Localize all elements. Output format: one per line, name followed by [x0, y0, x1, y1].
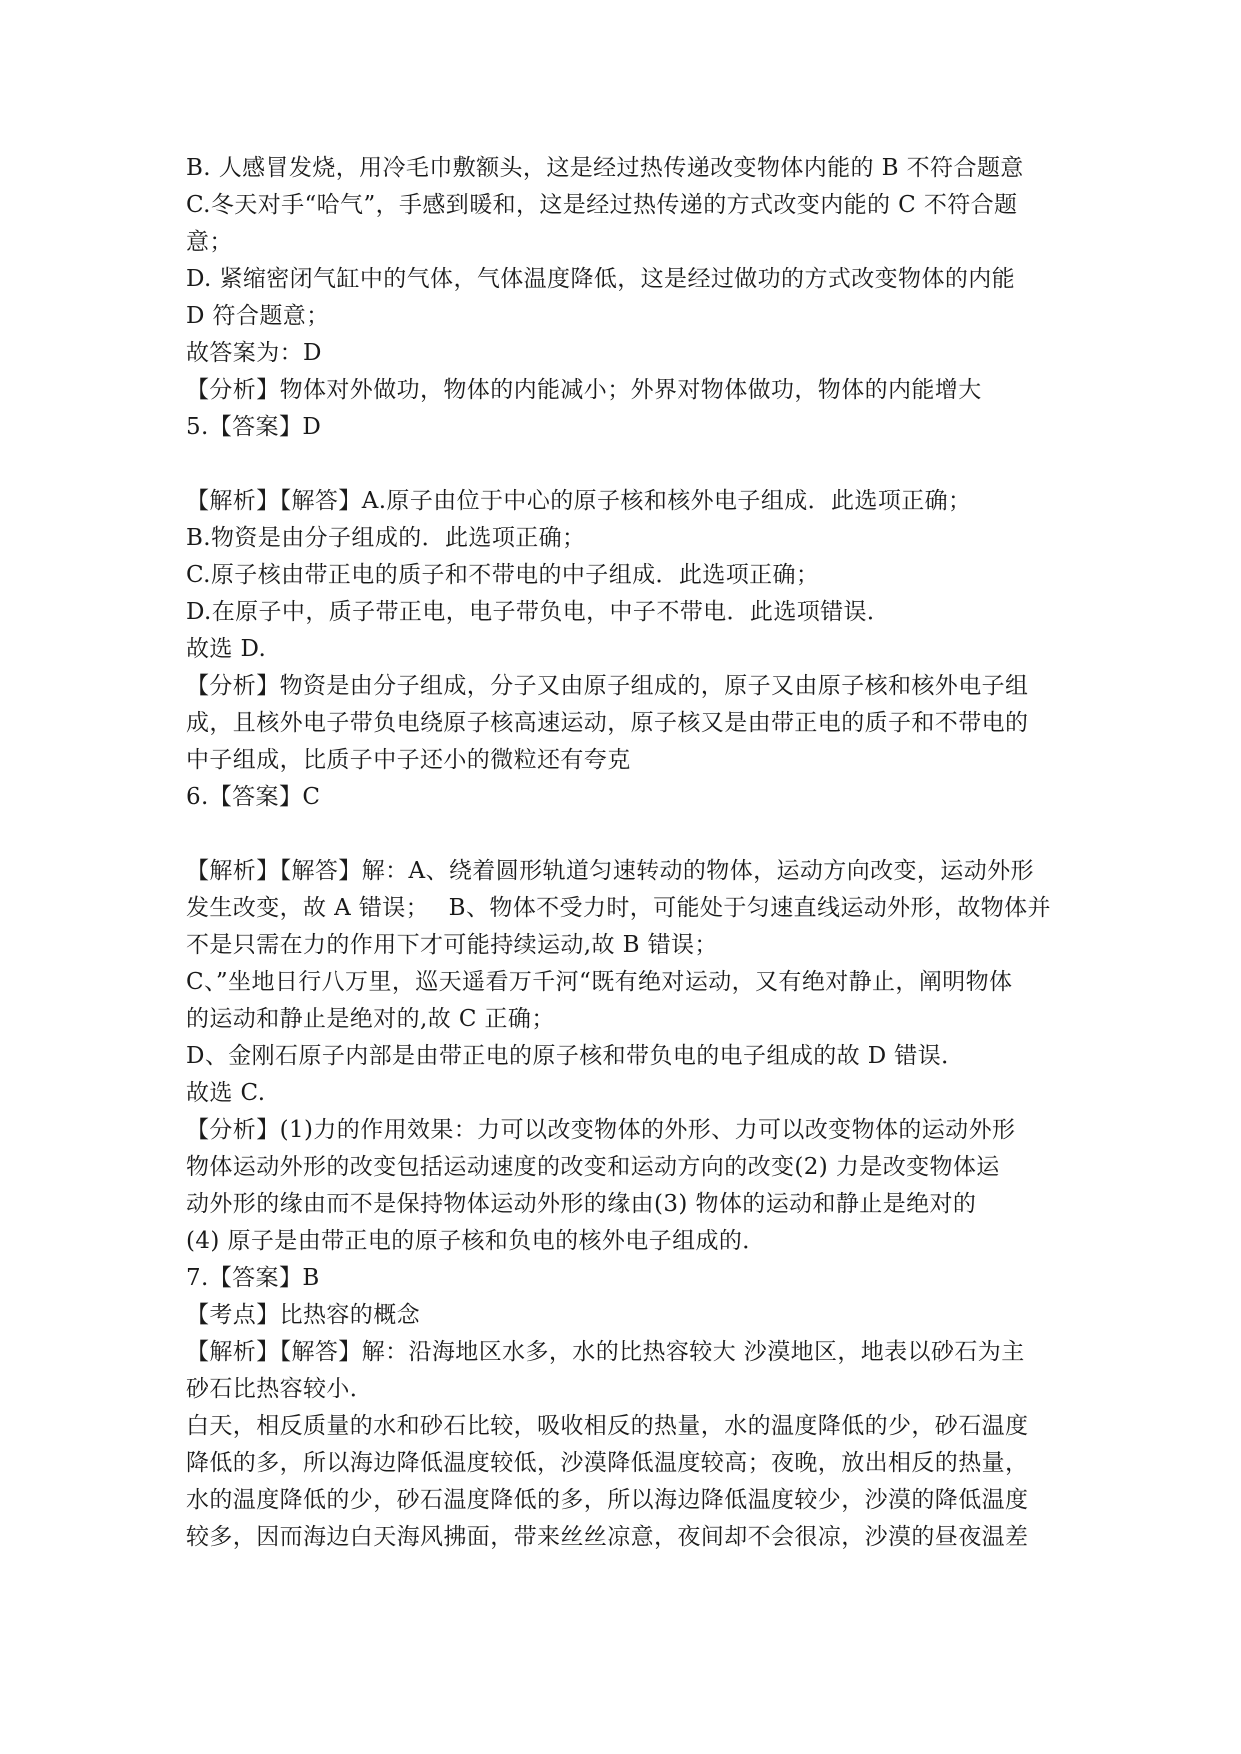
answer-heading: 7.【答案】B	[186, 1265, 320, 1291]
answer-heading: 5.【答案】D	[186, 414, 322, 440]
text-line: 故选 D.	[186, 636, 267, 662]
text-line: D、金刚石原子内部是由带正电的原子核和带负电的电子组成的故 D 错误．	[186, 1043, 965, 1069]
text-line: 意；	[186, 229, 233, 255]
text-line: 动外形的缘由而不是保持物体运动外形的缘由(3) 物体的运动和静止是绝对的	[186, 1191, 977, 1217]
blank-line	[186, 446, 1086, 483]
solution-line: 【解析】【解答】A.原子由位于中心的原子核和核外电子组成．此选项正确；	[186, 488, 972, 514]
text-line: B.物资是由分子组成的．此选项正确；	[186, 525, 586, 551]
text-line: 故答案为：D	[186, 340, 322, 366]
blank-line	[186, 816, 1086, 853]
solution-line: 【解析】【解答】解：A、绕着圆形轨道匀速转动的物体，运动方向改变，运动外形	[186, 858, 1034, 884]
analysis-line: 【分析】物体对外做功，物体的内能减小；外界对物体做功，物体的内能增大	[186, 377, 982, 403]
text-line: 发生改变，故 A 错误； B、物体不受力时，可能处于匀速直线运动外形，故物体并	[186, 895, 1051, 921]
text-line: 物体运动外形的改变包括运动速度的改变和运动方向的改变(2) 力是改变物体运	[186, 1154, 1000, 1180]
text-line: C、”坐地日行八万里，巡天遥看万千河“既有绝对运动，又有绝对静止，阐明物体	[186, 969, 1013, 995]
text-line: (4) 原子是由带正电的原子核和负电的核外电子组成的．	[186, 1228, 766, 1254]
solution-line: 【解析】【解答】解：沿海地区水多，水的比热容较大 沙漠地区，地表以砂石为主	[186, 1339, 1025, 1365]
text-line: 降低的多，所以海边降低温度较低，沙漠降低温度较高；夜晚，放出相反的热量，	[186, 1450, 1029, 1476]
text-line: 故选 C.	[186, 1080, 266, 1106]
text-line: C.原子核由带正电的质子和不带电的中子组成．此选项正确；	[186, 562, 820, 588]
text-line: D.在原子中，质子带正电，电子带负电，中子不带电．此选项错误．	[186, 599, 891, 625]
text-line: 较多，因而海边白天海风拂面，带来丝丝凉意，夜间却不会很凉，沙漠的昼夜温差	[186, 1524, 1029, 1550]
text-line: C.冬天对手“哈气”，手感到暖和，这是经过热传递的方式改变内能的 C 不符合题	[186, 192, 1018, 218]
text-line: 水的温度降低的少，砂石温度降低的多，所以海边降低温度较少，沙漠的降低温度	[186, 1487, 1029, 1513]
text-line: 砂石比热容较小．	[186, 1376, 374, 1402]
analysis-line: 【分析】(1)力的作用效果：力可以改变物体的外形、力可以改变物体的运动外形	[186, 1117, 1016, 1143]
text-line: 中子组成，比质子中子还小的微粒还有夸克	[186, 747, 631, 773]
text-line: 成，且核外电子带负电绕原子核高速运动，原子核又是由带正电的质子和不带电的	[186, 710, 1029, 736]
answer-heading: 6.【答案】C	[186, 784, 321, 810]
text-line: 的运动和静止是绝对的,故 C 正确；	[186, 1006, 555, 1032]
document-page	[186, 150, 1086, 1556]
text-line: D. 紧缩密闭气缸中的气体，气体温度降低，这是经过做功的方式改变物体的内能	[186, 266, 1016, 292]
text-line: B. 人感冒发烧，用冷毛巾敷额头，这是经过热传递改变物体内能的 B 不符合题意	[186, 155, 1024, 181]
text-line: D 符合题意；	[186, 303, 330, 329]
topic-line: 【考点】比热容的概念	[186, 1302, 420, 1328]
text-line: 白天，相反质量的水和砂石比较，吸收相反的热量，水的温度降低的少，砂石温度	[186, 1413, 1029, 1439]
analysis-line: 【分析】物资是由分子组成，分子又由原子组成的，原子又由原子核和核外电子组	[186, 673, 1029, 699]
text-line: 不是只需在力的作用下才可能持续运动,故 B 错误；	[186, 932, 718, 958]
